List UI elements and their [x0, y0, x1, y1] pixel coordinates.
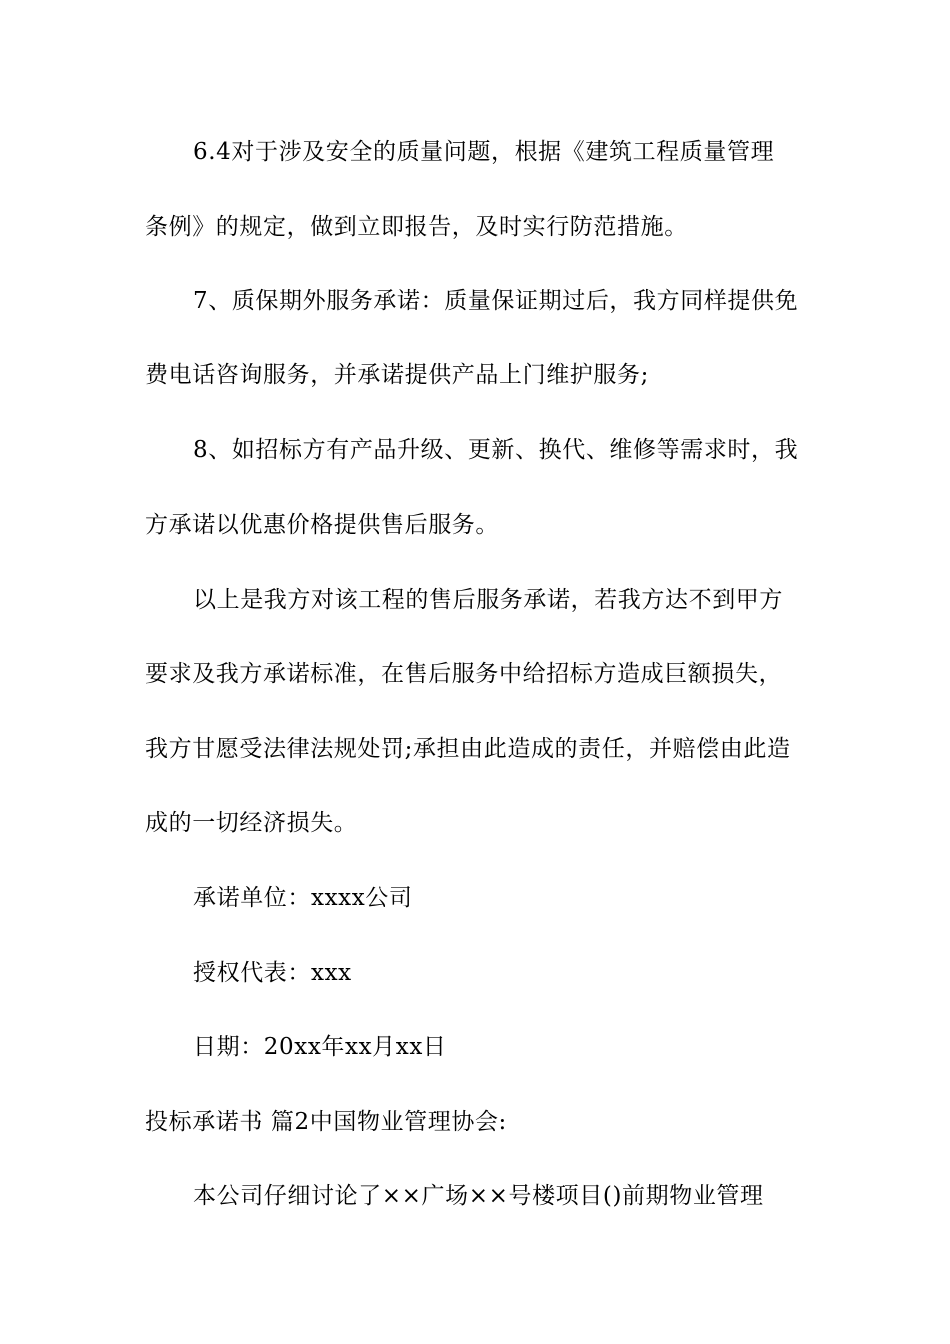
commitment-unit: 承诺单位：xxxx公司 — [193, 885, 413, 911]
paragraph-7-line-2: 费电话咨询服务，并承诺提供产品上门维护服务; — [145, 362, 649, 388]
summary-line-4: 成的一切经济损失。 — [145, 810, 358, 836]
paragraph-6-4-line-1: 6.4对于涉及安全的质量问题，根据《建筑工程质量管理 — [193, 139, 775, 165]
date-line: 日期：20xx年xx月xx日 — [193, 1034, 447, 1060]
paragraph-6-4-line-2: 条例》的规定，做到立即报告，及时实行防范措施。 — [145, 214, 688, 240]
summary-line-1: 以上是我方对该工程的售后服务承诺，若我方达不到甲方 — [193, 587, 783, 613]
paragraph-8-line-2: 方承诺以优惠价格提供售后服务。 — [145, 512, 499, 538]
summary-line-2: 要求及我方承诺标准，在售后服务中给招标方造成巨额损失， — [145, 661, 783, 687]
summary-line-3: 我方甘愿受法律法规处罚;承担由此造成的责任，并赔偿由此造 — [145, 736, 791, 762]
paragraph-8-line-1: 8、如招标方有产品升级、更新、换代、维修等需求时，我 — [193, 437, 799, 463]
paragraph-7-line-1: 7、质保期外服务承诺：质量保证期过后，我方同样提供免 — [193, 288, 799, 314]
section-heading: 投标承诺书 篇2中国物业管理协会: — [145, 1109, 507, 1135]
authorized-representative: 授权代表：xxx — [193, 960, 352, 986]
body-paragraph-line-1: 本公司仔细讨论了××广场××号楼项目()前期物业管理 — [193, 1183, 764, 1209]
